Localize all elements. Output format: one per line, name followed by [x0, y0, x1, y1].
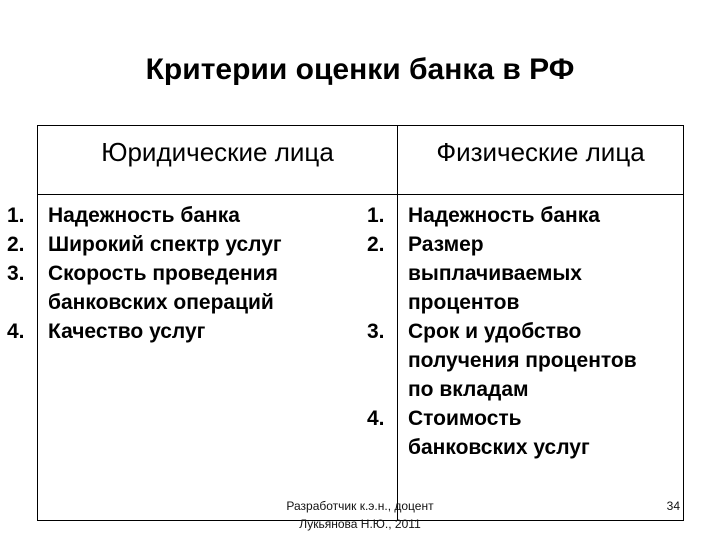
- author-line-1: Разработчик к.э.н., доцент: [286, 499, 434, 513]
- criterion-text: получения процентов: [408, 349, 637, 372]
- individual-criterion-1: [367, 201, 683, 230]
- list-number: 1.: [7, 204, 25, 227]
- criterion-text: процентов: [408, 291, 520, 314]
- legal-criterion-1: [7, 201, 359, 230]
- author-credit: [250, 497, 470, 533]
- criterion-text: Скорость проведения: [48, 262, 278, 285]
- criterion-text: банковских операций: [48, 291, 274, 314]
- list-number: 2.: [7, 233, 25, 256]
- list-number: 2.: [367, 233, 385, 256]
- list-number: 3.: [367, 320, 385, 343]
- author-line-2: Лукьянова Н.Ю., 2011: [299, 517, 421, 531]
- criterion-text: банковских услуг: [408, 436, 590, 459]
- legal-criterion-4: [7, 317, 359, 346]
- criterion-text: Размер: [408, 233, 484, 256]
- page-number: 34: [666, 499, 680, 513]
- individual-criterion-3: [367, 317, 683, 404]
- criterion-text: Надежность банка: [48, 204, 240, 227]
- criterion-text: Надежность банка: [408, 204, 600, 227]
- criterion-text: Широкий спектр услуг: [48, 233, 282, 256]
- list-number: 3.: [7, 262, 25, 285]
- individual-criterion-4: [367, 404, 683, 462]
- individual-criteria-list: [367, 201, 683, 462]
- criterion-text: Стоимость: [408, 407, 522, 430]
- criterion-text: Качество услуг: [48, 320, 206, 343]
- criterion-text: Срок и удобство: [408, 320, 582, 343]
- list-number: 1.: [367, 204, 385, 227]
- header-individuals: Физические лица: [436, 137, 645, 167]
- criterion-text: выплачиваемых: [408, 262, 582, 285]
- header-legal-entities: Юридические лица: [101, 137, 334, 167]
- header-divider: [38, 194, 683, 195]
- list-number: 4.: [7, 320, 25, 343]
- individual-criterion-2: [367, 230, 683, 317]
- legal-criterion-3: [7, 259, 359, 317]
- criterion-text: по вкладам: [408, 378, 529, 401]
- legal-criteria-list: [7, 201, 359, 346]
- list-number: 4.: [367, 407, 385, 430]
- slide-title: Критерии оценки банка в РФ: [145, 53, 575, 86]
- legal-criterion-2: [7, 230, 359, 259]
